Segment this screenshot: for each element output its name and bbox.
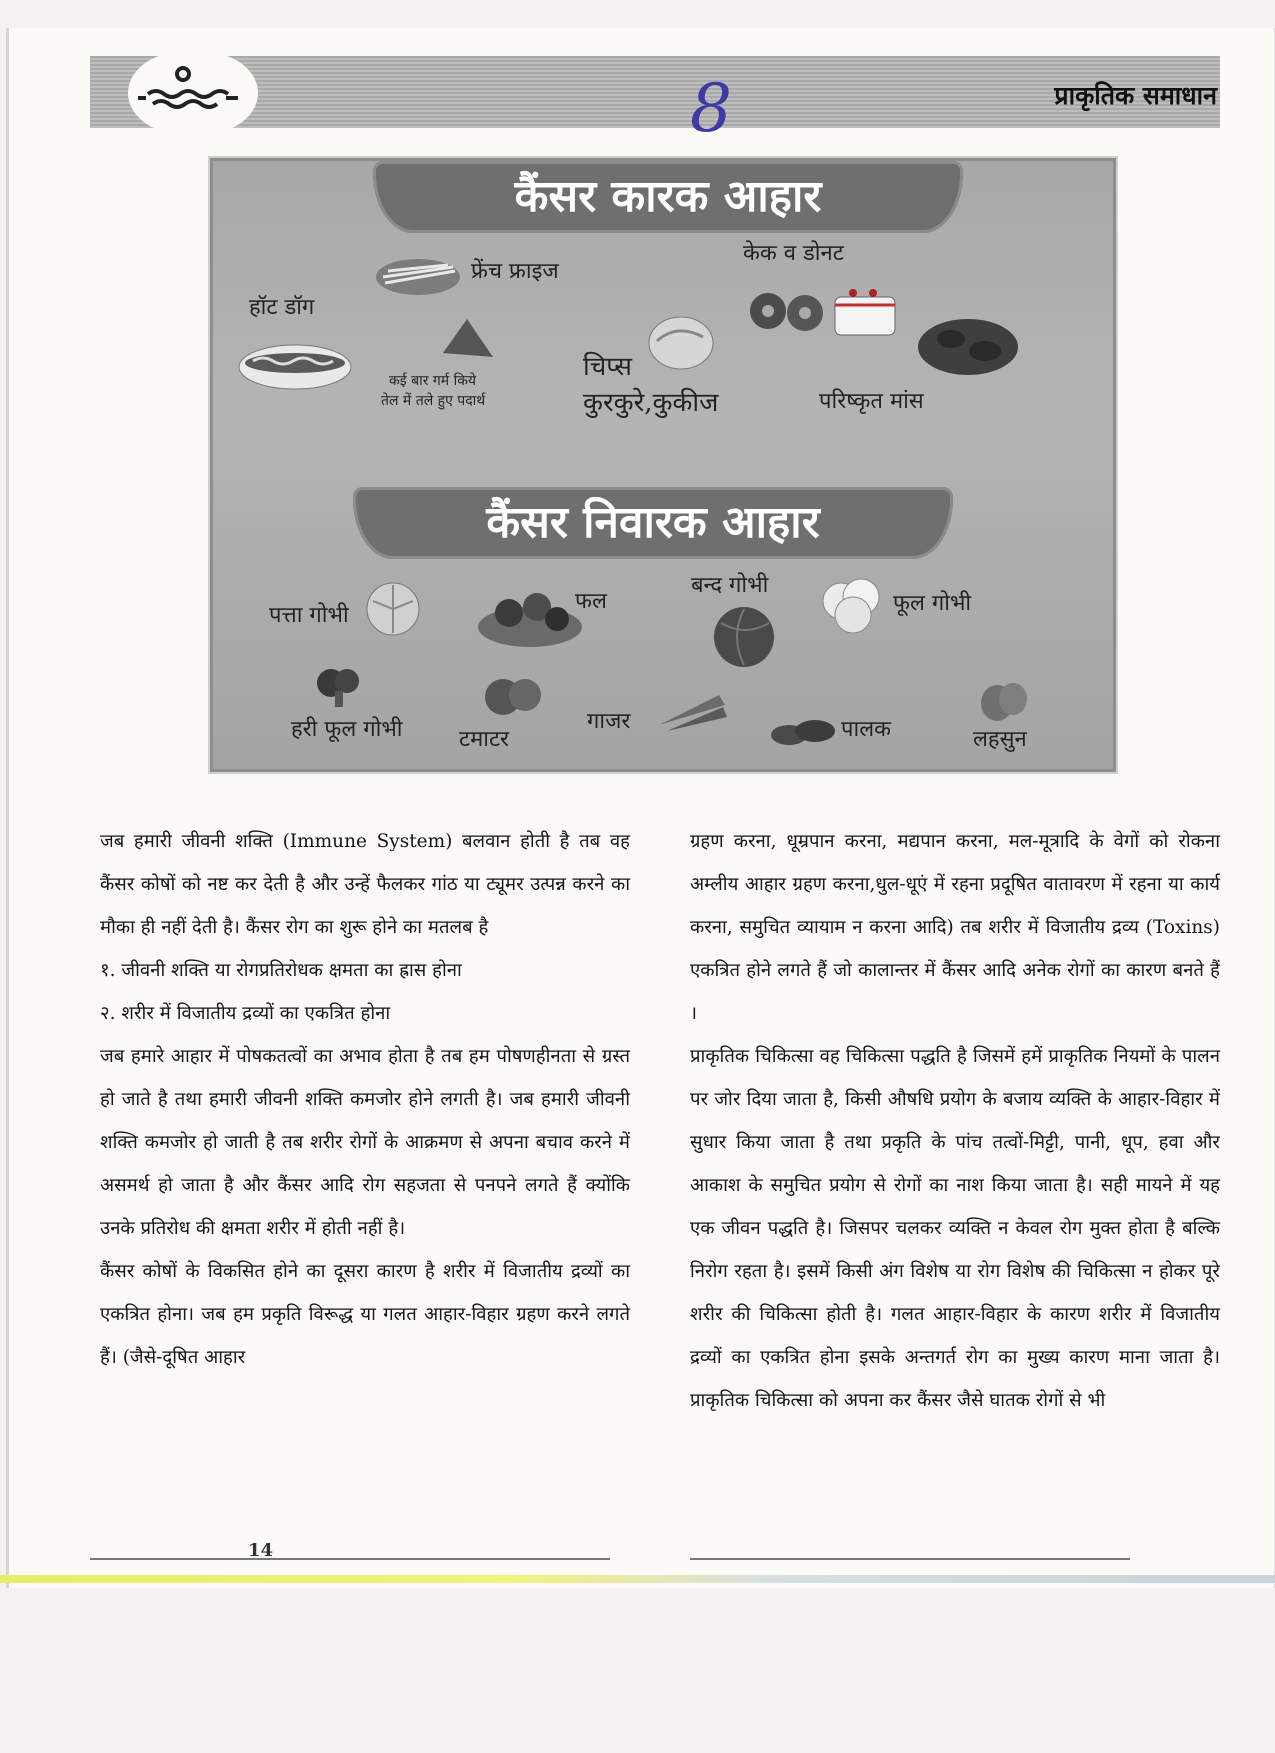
cake-donut-image <box>743 271 903 341</box>
label-kurkure-cookies: कुरकुरे,कुकीज <box>583 388 719 418</box>
right-paragraph-1: ग्रहण करना, धूम्रपान करना, मद्यपान करना, मल-मूत्रादि के वेगों को रोकना अम्लीय आहार ग्रहण करना,धुल-धूएं में रहना प्रदूषित वातावरण में रहना या कार्य करना, समुचित व्यायाम न करना आदि) तब शरीर में विजातीय द्रव्य (Toxins) एकत्रित होने लगते हैं जो कालान्तर में कैंसर आदि अनेक रोगों का कारण बनते हैं । <box>690 831 1220 1024</box>
cabbage-leaf-image <box>363 579 423 639</box>
label-reheated-oil-line2: तेल में तले हुए पदार्थ <box>381 393 486 409</box>
french-fries-image <box>373 247 463 297</box>
harmful-diet-banner: कैंसर कारक आहार <box>373 161 963 233</box>
label-cabbage-leaf: पत्ता गोभी <box>269 603 349 628</box>
label-french-fries: फ्रेंच फ्राइज <box>471 259 559 284</box>
label-broccoli: हरी फूल गोभी <box>291 717 403 742</box>
chips-image <box>643 311 718 376</box>
label-chips: चिप्स <box>583 352 632 382</box>
left-column <box>100 820 630 1379</box>
page-number: 14 <box>248 1540 274 1561</box>
sun-waves-icon <box>128 52 258 134</box>
label-carrot: गाजर <box>587 709 631 734</box>
label-cauliflower: फूल गोभी <box>893 591 972 616</box>
label-hot-dog: हॉट डॉग <box>249 295 315 320</box>
label-processed-meat: परिष्कृत मांस <box>819 389 924 414</box>
diet-poster <box>210 158 1116 772</box>
footer-rule-right <box>690 1558 1130 1560</box>
footer-rule-left <box>90 1558 610 1560</box>
header-logo <box>128 52 258 134</box>
left-paragraph-1: जब हमारी जीवनी शक्ति (Immune System) बलवान होती है तब वह कैंसर कोषों को नष्ट कर देती है और उन्हें फैलकर गांठ या ट्यूमर उत्पन्न करने का मौका ही नहीं देती है। कैंसर रोग का शुरू होने का मतलब है <box>100 831 630 938</box>
handwritten-page-mark: 8 <box>690 70 732 147</box>
carrot-image <box>653 685 733 737</box>
broccoli-image <box>309 661 369 711</box>
right-column <box>690 820 1220 1422</box>
label-reheated-oil-line1: कई बार गर्म किये <box>389 373 477 389</box>
label-garlic: लहसुन <box>973 727 1027 752</box>
tomato-image <box>481 671 545 719</box>
left-paragraph-3: कैंसर कोषों के विकसित होने का दूसरा कारण है शरीर में विजातीय द्रव्यों का एकत्रित होना। जब हम प्रकृति विरूद्ध या गलत आहार-विहार ग्रहण करने लगते हैं। (जैसे-दूषित आहार <box>100 1261 630 1368</box>
fried-snack-image <box>437 313 497 368</box>
label-spinach: पालक <box>841 717 892 742</box>
list-item-2: २. शरीर में विजातीय द्रव्यों का एकत्रित होना <box>100 1003 391 1024</box>
garlic-image <box>975 673 1033 725</box>
label-tomato: टमाटर <box>459 727 510 752</box>
hot-dog-image <box>235 329 355 399</box>
cauliflower-image <box>813 573 893 639</box>
scan-edge <box>0 1575 1275 1583</box>
label-fruits: फल <box>575 589 607 614</box>
label-band-gobhi: बन्द गोभी <box>691 573 769 598</box>
spinach-image <box>769 711 839 751</box>
left-paragraph-2: जब हमारे आहार में पोषकतत्वों का अभाव होता है तब हम पोषणहीनता से ग्रस्त हो जाते है तथा हमारी जीवनी शक्ति कमजोर होने लगती है। जब हमारी जीवनी शक्ति कमजोर हो जाती है तब शरीर रोगों के आक्रमण से अपना बचाव करने में असमर्थ हो जाता है और कैंसर आदि रोग सहजता से पनपने लगते हैं क्योंकि उनके प्रतिरोध की क्षमता शरीर में होती नहीं है। <box>100 1046 630 1239</box>
preventive-diet-banner: कैंसर निवारक आहार <box>353 487 953 559</box>
fruits-image <box>475 581 585 651</box>
band-gobhi-image <box>709 603 779 669</box>
label-cake-donut: केक व डोनट <box>743 241 844 266</box>
list-item-1: १. जीवनी शक्ति या रोगप्रतिरोधक क्षमता का ह्रास होना <box>100 960 462 981</box>
processed-meat-image <box>913 311 1023 381</box>
section-title: प्राकृतिक समाधान <box>1054 81 1217 110</box>
right-paragraph-2: प्राकृतिक चिकित्सा वह चिकित्सा पद्धति है जिसमें हमें प्राकृतिक नियमों के पालन पर जोर दिया जाता है, किसी औषधि प्रयोग के बजाय व्यक्ति के आहार-विहार में सुधार किया जाता है तथा प्रकृति के पांच तत्वों-मिट्टी, पानी, धूप, हवा और आकाश के समुचित प्रयोग से रोगों का नाश किया जाता है। सही मायने में यह एक जीवन पद्धति है। जिसपर चलकर व्यक्ति न केवल रोग मुक्त होता है बल्कि निरोग रहता है। इसमें किसी अंग विशेष या रोग विशेष की चिकित्सा न होकर पूरे शरीर की चिकित्सा होती है। गलत आहार-विहार के कारण शरीर में विजातीय द्रव्यों का एकत्रित होना इसके अन्तगर्त रोग का मुख्य कारण माना जाता है। प्राकृतिक चिकित्सा को अपना कर कैंसर जैसे घातक रोगों से भी <box>690 1046 1220 1411</box>
header-band <box>90 56 1220 128</box>
